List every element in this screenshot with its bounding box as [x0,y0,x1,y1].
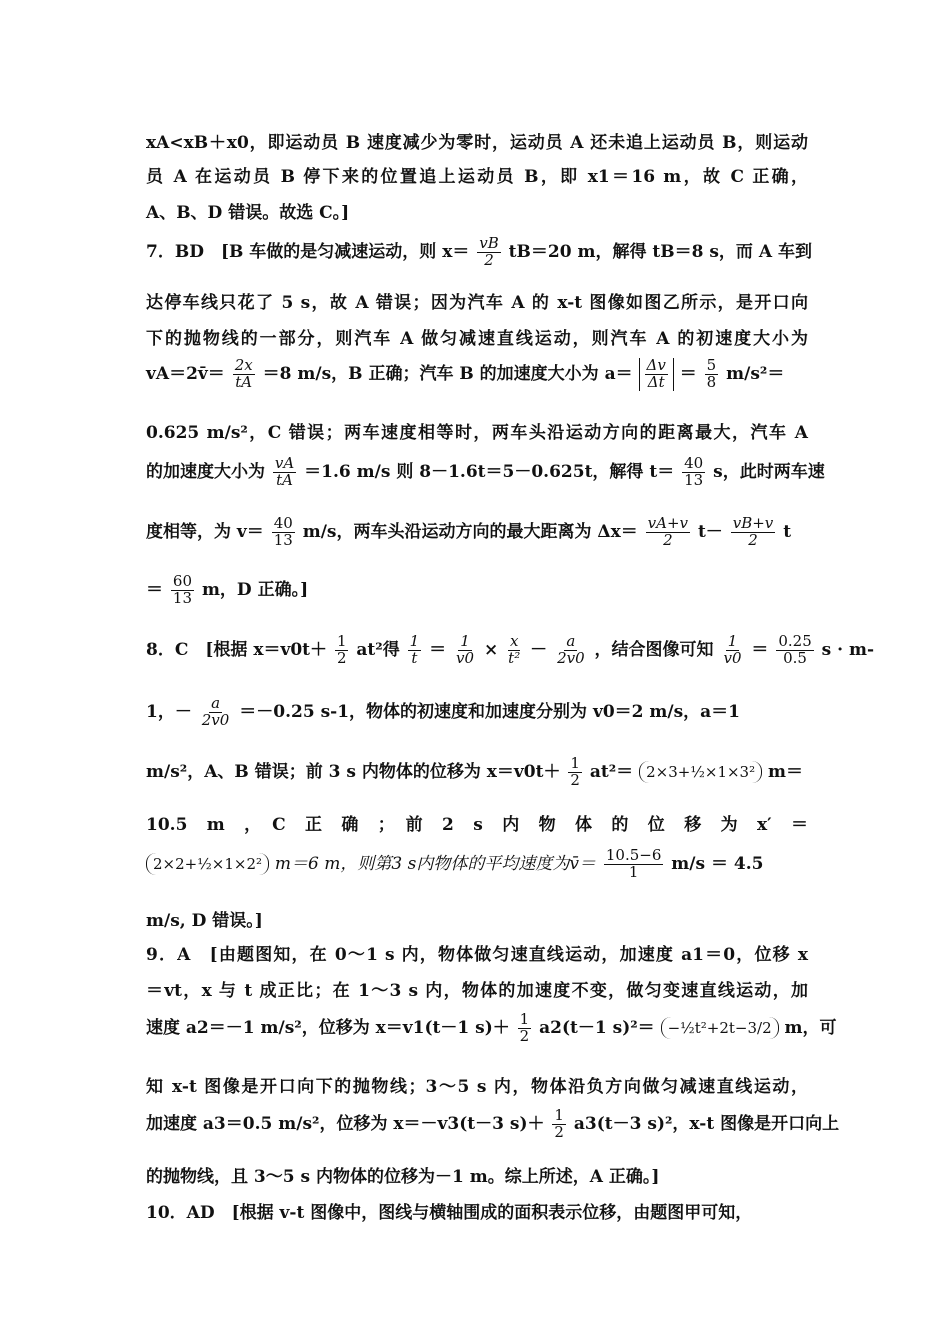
q9-line-2: ＝vt，x 与 t 成正比；在 1～3 s 内，物体的加速度不变，做匀变速直线运动，加 [146,981,808,1001]
absolute-value: $\frac{\Delta v}{\Delta t}$ [639,358,674,391]
text-line-1: xA<xB＋x0，即运动员 B 速度减少为零时，运动员 A 还未追上运动员 B，则运动 [146,133,808,153]
fraction: $\frac{a}{2v0}$ [201,694,230,729]
parenthesized-expression: −½t²+2t−3/2 [661,1017,779,1039]
fraction: $\frac{1}{v0}$ [723,632,742,667]
fraction: $\frac{a}{2v0}$ [557,632,585,667]
parenthesized-expression: 2×2+½×1×2² [146,853,269,875]
fraction: $\frac{vB}{2}$ [479,234,499,269]
fraction: $\frac{1}{2}$ [519,1010,530,1045]
q9-line-5: 加速度 a3＝0.5 m/s²，位移为 x＝－v3(t－3 s)＋ $\frac{1}{2}$ a3(t－3 s)²，x-t 图像是开口向上 [146,1106,840,1141]
fraction: $\frac{60}{13}$ [172,572,193,607]
fraction: $\frac{x}{\text{t²}}$ [508,632,521,667]
q7-line-6: 的加速度大小为 $\frac{vA}{tA}$ ＝1.6 m/s 则 8－1.6t＝5－0.625t，解得 t＝ $\frac{40}{13}$ s，此时两车速 [146,454,825,489]
q7-line-1: 7．BD [B 车做的是匀减速运动，则 x＝ $\frac{vB}{2}$ tB＝20 m，解得 tB＝8 s，而 A 车到 [146,234,812,269]
fraction: $\frac{1}{2}$ [554,1106,564,1141]
q7-line-5: 0.625 m/s²，C 错误；两车速度相等时，两车头沿运动方向的距离最大，汽车 A [146,423,808,443]
q8-line-2: 1，－ $\frac{a}{2v0}$ ＝－0.25 s-1，物体的初速度和加速度分别为 v0＝2 m/s，a＝1 [146,694,741,729]
fraction: $\frac{1}{2}$ [336,632,347,667]
q7-line-8: ＝ $\frac{60}{13}$ m，D 正确。] [146,572,309,607]
fraction: $\frac{1}{v0}$ [456,632,475,667]
q9-line-3: 速度 a2＝－1 m/s²，位移为 x＝v1(t－1 s)＋ $\frac{1}{2}$ a2(t－1 s)²＝ −½t²+2t−3/2 m，可 [146,1010,837,1045]
q7-line-3: 下的抛物线的一部分，则汽车 A 做匀减速直线运动，则汽车 A 的初速度大小为 [146,329,808,349]
q8-line-5: 2×2+½×1×2² m＝6 m，则第3 s内物体的平均速度为v̄＝ $\frac{10.5-6}{1}$ m/s ＝ 4.5 [146,848,808,881]
fraction: $\frac{1}{2}$ [570,754,580,789]
fraction: $\frac{vB+v}{2}$ [732,514,774,549]
q7-line-7: 度相等，为 v＝ $\frac{40}{13}$ m/s，两车头沿运动方向的最大距离为 Δx＝ $\frac{vA+v}{2}$ t－ $\frac{vB+v}{2}$ t [146,514,792,549]
fraction: $\frac{10.5-6}{1}$ [605,846,662,881]
fraction: $\frac{1}{t}$ [409,632,420,667]
q9-line-4: 知 x-t 图像是开口向下的抛物线；3～5 s 内，物体沿负方向做匀减速直线运动， [146,1077,808,1097]
q7-line-4: vA＝2v̄＝ $\frac{2x}{tA}$ ＝8 m/s，B 正确；汽车 B 的加速度大小为 a＝ $\frac{\Delta v}{\Delta t}$ ＝ $\frac{5}{8}$ m/s²＝ [146,356,785,391]
text-line-2: 员 A 在运动员 B 停下来的位置追上运动员 B，即 x1＝16 m，故 C 正确， [146,167,808,187]
fraction: $\frac{5}{8}$ [706,356,717,391]
fraction: $\frac{vA+v}{2}$ [647,514,689,549]
parenthesized-expression: 2×3+½×1×3² [639,761,762,783]
q8-line-1: 8．C [根据 x＝v0t＋ $\frac{1}{2}$ at²得 $\frac{1}{t}$ ＝ $\frac{1}{v0}$ × $\frac{x}{\text{t²}}$ － $\frac{a}{2v0}$ ，结合图像可知 $\frac{1}{v0}$ ＝ $\frac{0.25}{0.5}$ s · m- [146,632,875,667]
q9-line-6: 的抛物线，且 3～5 s 内物体的位移为－1 m。综上所述，A 正确。] [146,1167,660,1187]
fraction: $\frac{40}{13}$ [684,454,704,489]
q8-line-6: m/s, D 错误。] [146,911,263,931]
fraction: $\frac{2x}{tA}$ [234,356,253,391]
q8-line-4: 10.5 m ， C 正 确 ； 前 2 s 内 物 体 的 位 移 为 x′ ＝ [146,815,808,835]
fraction: $\frac{40}{13}$ [273,514,293,549]
q9-line-1: 9．A [由题图知，在 0～1 s 内，物体做匀速直线运动，加速度 a1＝0，位移 x [146,945,808,965]
fraction: $\frac{0.25}{0.5}$ [778,632,812,667]
text-line-3: A、B、D 错误。故选 C。] [146,203,350,223]
q10-line-1: 10．AD [根据 v-t 图像中，图线与横轴围成的面积表示位移，由题图甲可知， [146,1203,753,1223]
fraction: $\frac{vA}{tA}$ [274,454,295,489]
q8-line-3: m/s²，A、B 错误；前 3 s 内物体的位移为 x＝v0t＋ $\frac{1}{2}$ at²＝ 2×3+½×1×3² m＝ [146,754,804,789]
q7-line-2: 达停车线只花了 5 s，故 A 错误；因为汽车 A 的 x-t 图像如图乙所示，是开口向 [146,293,808,313]
